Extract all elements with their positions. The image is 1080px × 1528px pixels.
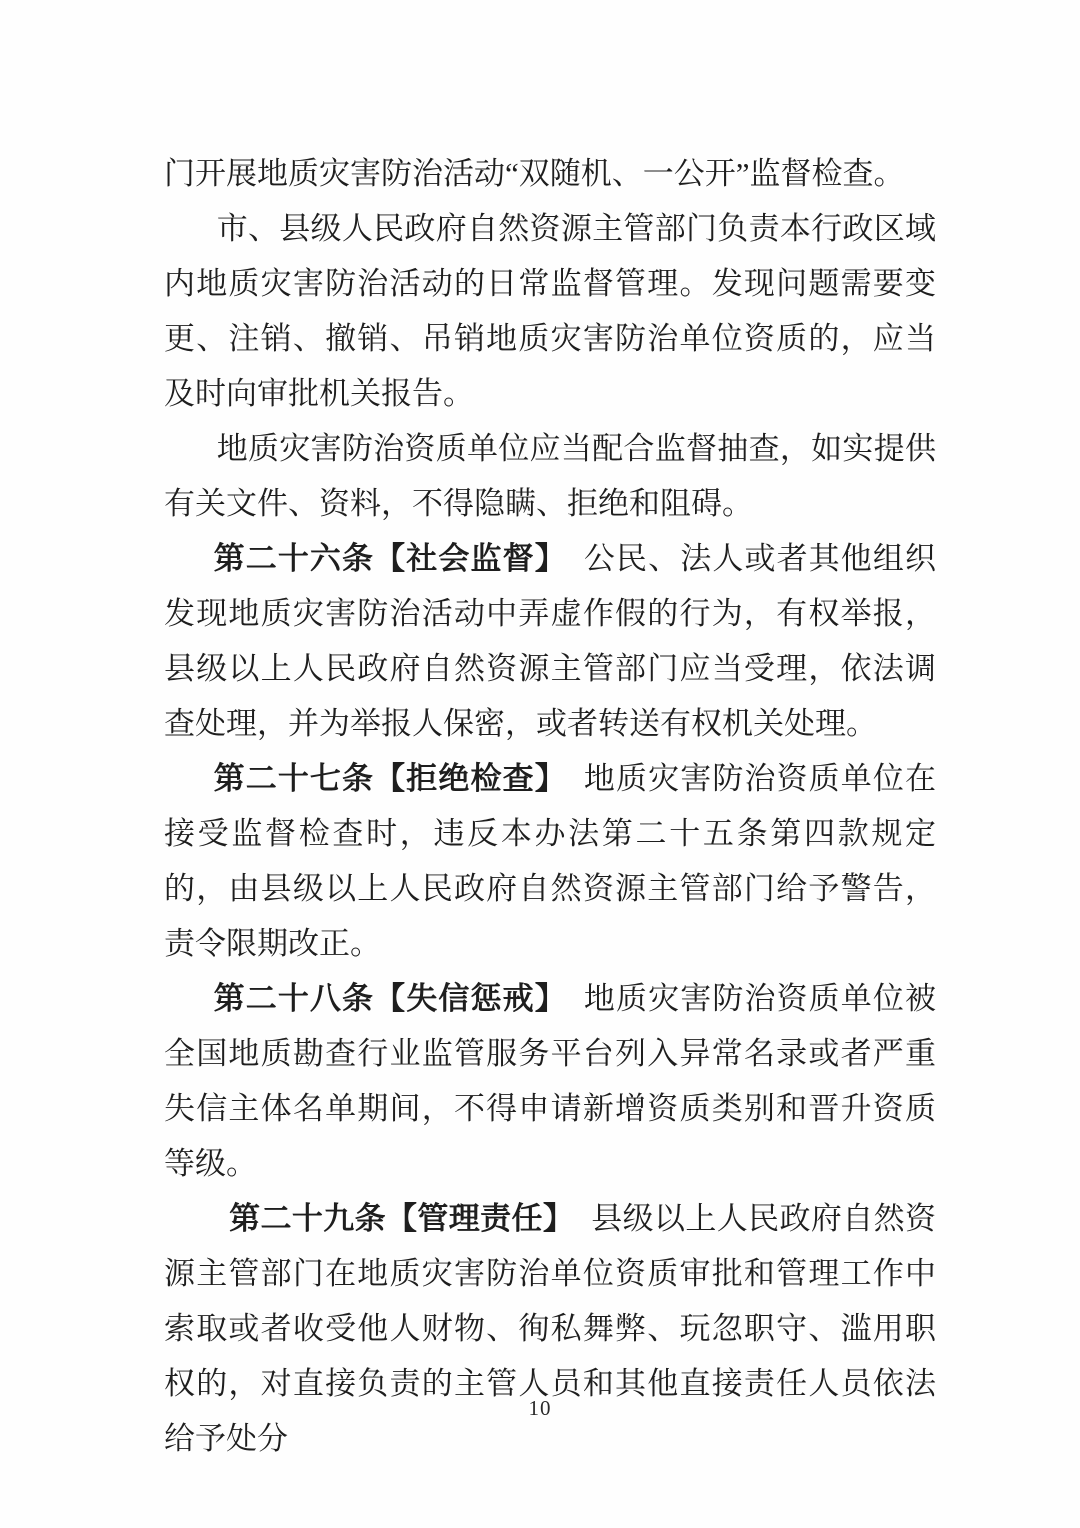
paragraph: 市、县级人民政府自然资源主管部门负责本行政区域内地质灾害防治活动的日常监督管理。发现问题需要变更、注销、撤销、吊销地质灾害防治单位资质的，应当及时向审批机关报告。 [164,211,936,411]
article-text: 公民、法人或者其他组织发现地质灾害防治活动中弄虚作假的行为，有权举报，县级以上人民政府自然资源主管部门应当受理，依法调查处理，并为举报人保密，或者转送有权机关处理。 [164,541,937,741]
article-heading: 第二十九条【管理责任】 [229,1201,575,1236]
article-text: 地质灾害防治资质单位被全国地质勘查行业监管服务平台列入异常名录或者严重失信主体名单期间，不得申请新增资质类别和晋升资质等级。 [164,981,937,1181]
page-number: 10 [528,1396,552,1420]
article-heading: 第二十六条【社会监督】 [213,541,567,576]
paragraph-article-29 [164,1191,936,1466]
article-text: 县级以上人民政府自然资源主管部门在地质灾害防治单位资质审批和管理工作中索取或者收受他人财物、徇私舞弊、玩忽职守、滥用职权的，对直接负责的主管人员和其他直接责任人员依法给予处分 [164,1201,937,1456]
paragraph-article-28 [164,971,936,1191]
paragraph-article-27 [164,751,936,971]
article-text: 地质灾害防治资质单位在接受监督检查时，违反本办法第二十五条第四款规定的，由县级以上人民政府自然资源主管部门给予警告，责令限期改正。 [164,761,937,961]
document-body [164,146,936,1466]
paragraph: 地质灾害防治资质单位应当配合监督抽查，如实提供有关文件、资料，不得隐瞒、拒绝和阻碍。 [164,431,936,521]
paragraph-continuation: 门开展地质灾害防治活动“双随机、一公开”监督检查。 [164,156,905,191]
paragraph-article-26 [164,531,936,751]
article-heading: 第二十八条【失信惩戒】 [213,981,567,1016]
article-heading: 第二十七条【拒绝检查】 [213,761,567,796]
